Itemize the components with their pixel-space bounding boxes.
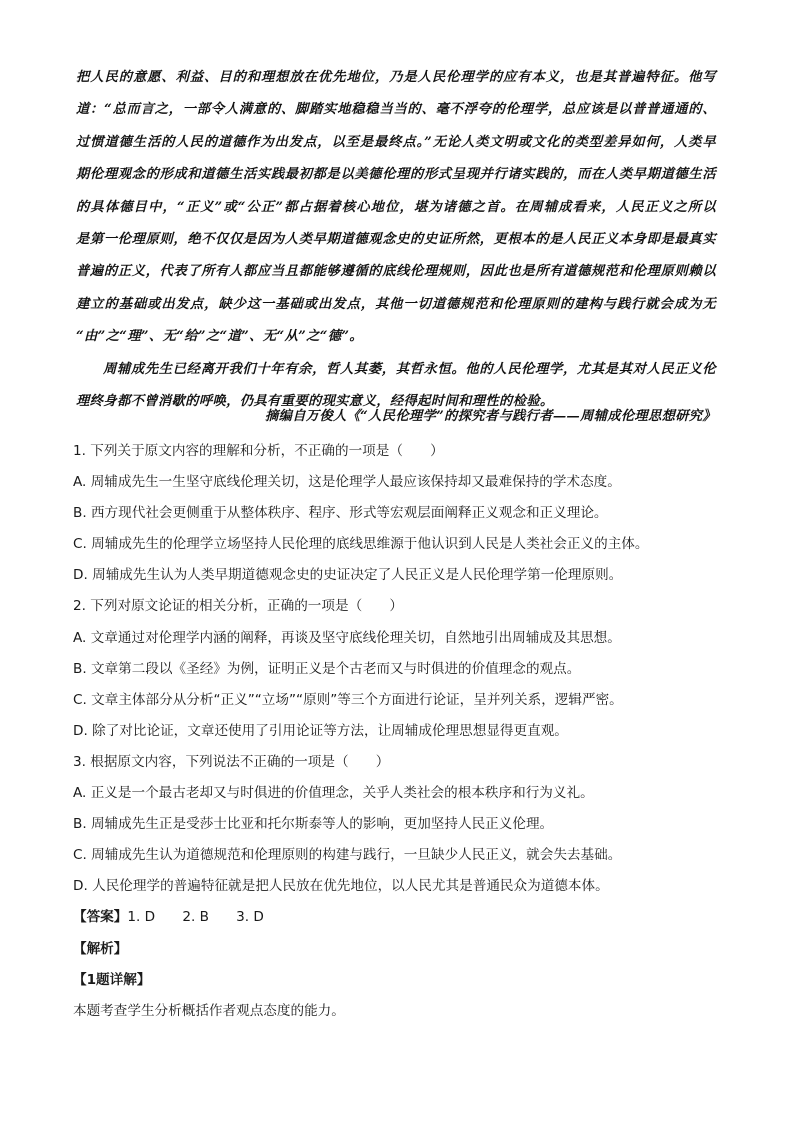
passage-line: “由”之“理”、无“给”之“道”、无“从”之“德”。 <box>76 329 364 345</box>
question-option: D. 人民伦理学的普遍特征就是把人民放在优先地位，以人民尤其是普通民众为道德本体。 <box>73 878 609 895</box>
passage-line: 周辅成先生已经离开我们十年有余，哲人其萎，其哲永恒。他的人民伦理学，尤其是其对人民正义伦 <box>103 361 716 377</box>
question-option: B. 周辅成先生正是受莎士比亚和托尔斯泰等人的影响，更加坚持人民正义伦理。 <box>73 816 554 833</box>
passage-line: 理终身都不曾消歇的呼唤，仍具有重要的现实意义，经得起时间和理性的检验。 <box>76 394 554 410</box>
question-stem: 3. 根据原文内容，下列说法不正确的一项是（ ） <box>73 753 390 770</box>
question-option: C. 周辅成先生认为道德规范和伦理原则的构建与践行，一旦缺少人民正义，就会失去基础。 <box>73 847 622 864</box>
passage-line: 的具体德目中，“正义”或“公正”都占据着核心地位，堪为诸德之首。在周辅成看来，人民正义之所以 <box>76 199 716 215</box>
question-stem: 1. 下列关于原文内容的理解和分析，不正确的一项是（ ） <box>73 443 444 459</box>
answer-line <box>73 902 723 933</box>
question-option: A. 文章通过对伦理学内涵的阐释，再谈及坚守底线伦理关切，自然地引出周辅成及其思想。 <box>73 629 621 646</box>
analysis-tag: 【解析】 <box>73 940 128 957</box>
passage <box>76 62 716 418</box>
analysis-text: 本题考查学生分析概括作者观点态度的能力。 <box>73 1002 345 1019</box>
answer-tag: 【答案】 <box>73 909 128 926</box>
analysis-sub-tag: 【1题详解】 <box>73 971 151 988</box>
question-option: D. 周辅成先生认为人类早期道德观念史的史证决定了人民正义是人民伦理学第一伦理原则。 <box>73 567 623 584</box>
question-option: B. 西方现代社会更侧重于从整体秩序、程序、形式等宏观层面阐释正义观念和正义理论。 <box>73 505 608 522</box>
questions-section <box>73 436 723 1027</box>
passage-line: 道：“总而言之，一部令人满意的、脚踏实地稳稳当当的、毫不浮夸的伦理学，总应该是以普普通通的、 <box>76 102 716 118</box>
passage-line: 普遍的正义，代表了所有人都应当且都能够遵循的底线伦理规则，因此也是所有道德规范和伦理原则赖以 <box>76 264 716 280</box>
question-stem: 2. 下列对原文论证的相关分析，正确的一项是（ ） <box>73 598 403 615</box>
question-option: B. 文章第二段以《圣经》为例，证明正义是个古老而又与时俱进的价值理念的观点。 <box>73 660 581 677</box>
question-option: C. 文章主体部分从分析“正义”“立场”“原则”等三个方面进行论证，呈并列关系，逻辑严密。 <box>73 691 623 708</box>
passage-line: 建立的基础或出发点，缺少这一基础或出发点，其他一切道德规范和伦理原则的建构与践行就会成为无 <box>76 296 716 312</box>
passage-line: 期伦理观念的形成和道德生活实践最初都是以美德伦理的形式呈现并行诸实践的，而在人类早期道德生活 <box>76 167 716 183</box>
question-option: D. 除了对比论证，文章还使用了引用论证等方法，让周辅成伦理思想显得更直观。 <box>73 722 568 739</box>
question-option: A. 正义是一个最古老却又与时俱进的价值理念，关乎人类社会的根本秩序和行为义礼。 <box>73 785 594 802</box>
question-option: C. 周辅成先生的伦理学立场坚持人民伦理的底线思维源于他认识到人民是人类社会正义的主体。 <box>73 536 649 553</box>
passage-line: 是第一伦理原则，绝不仅仅是因为人类早期道德观念史的史证所然，更根本的是人民正义本身即是最真实 <box>76 232 716 248</box>
passage-source: 摘编自万俊人《“人民伦理学”的探究者与践行者——周辅成伦理思想研究》 <box>265 409 716 424</box>
passage-line: 把人民的意愿、利益、目的和理想放在优先地位，乃是人民伦理学的应有本义，也是其普遍特征。他写 <box>76 70 716 85</box>
answer-text: 1. D 2. B 3. D <box>127 909 264 926</box>
question-option: A. 周辅成先生一生坚守底线伦理关切，这是伦理学人最应该保持却又最难保持的学术态度。 <box>73 474 621 491</box>
passage-line: 过惯道德生活的人民的道德作为出发点，以至是最终点。”无论人类文明或文化的类型差异如何，人类早 <box>76 134 716 150</box>
